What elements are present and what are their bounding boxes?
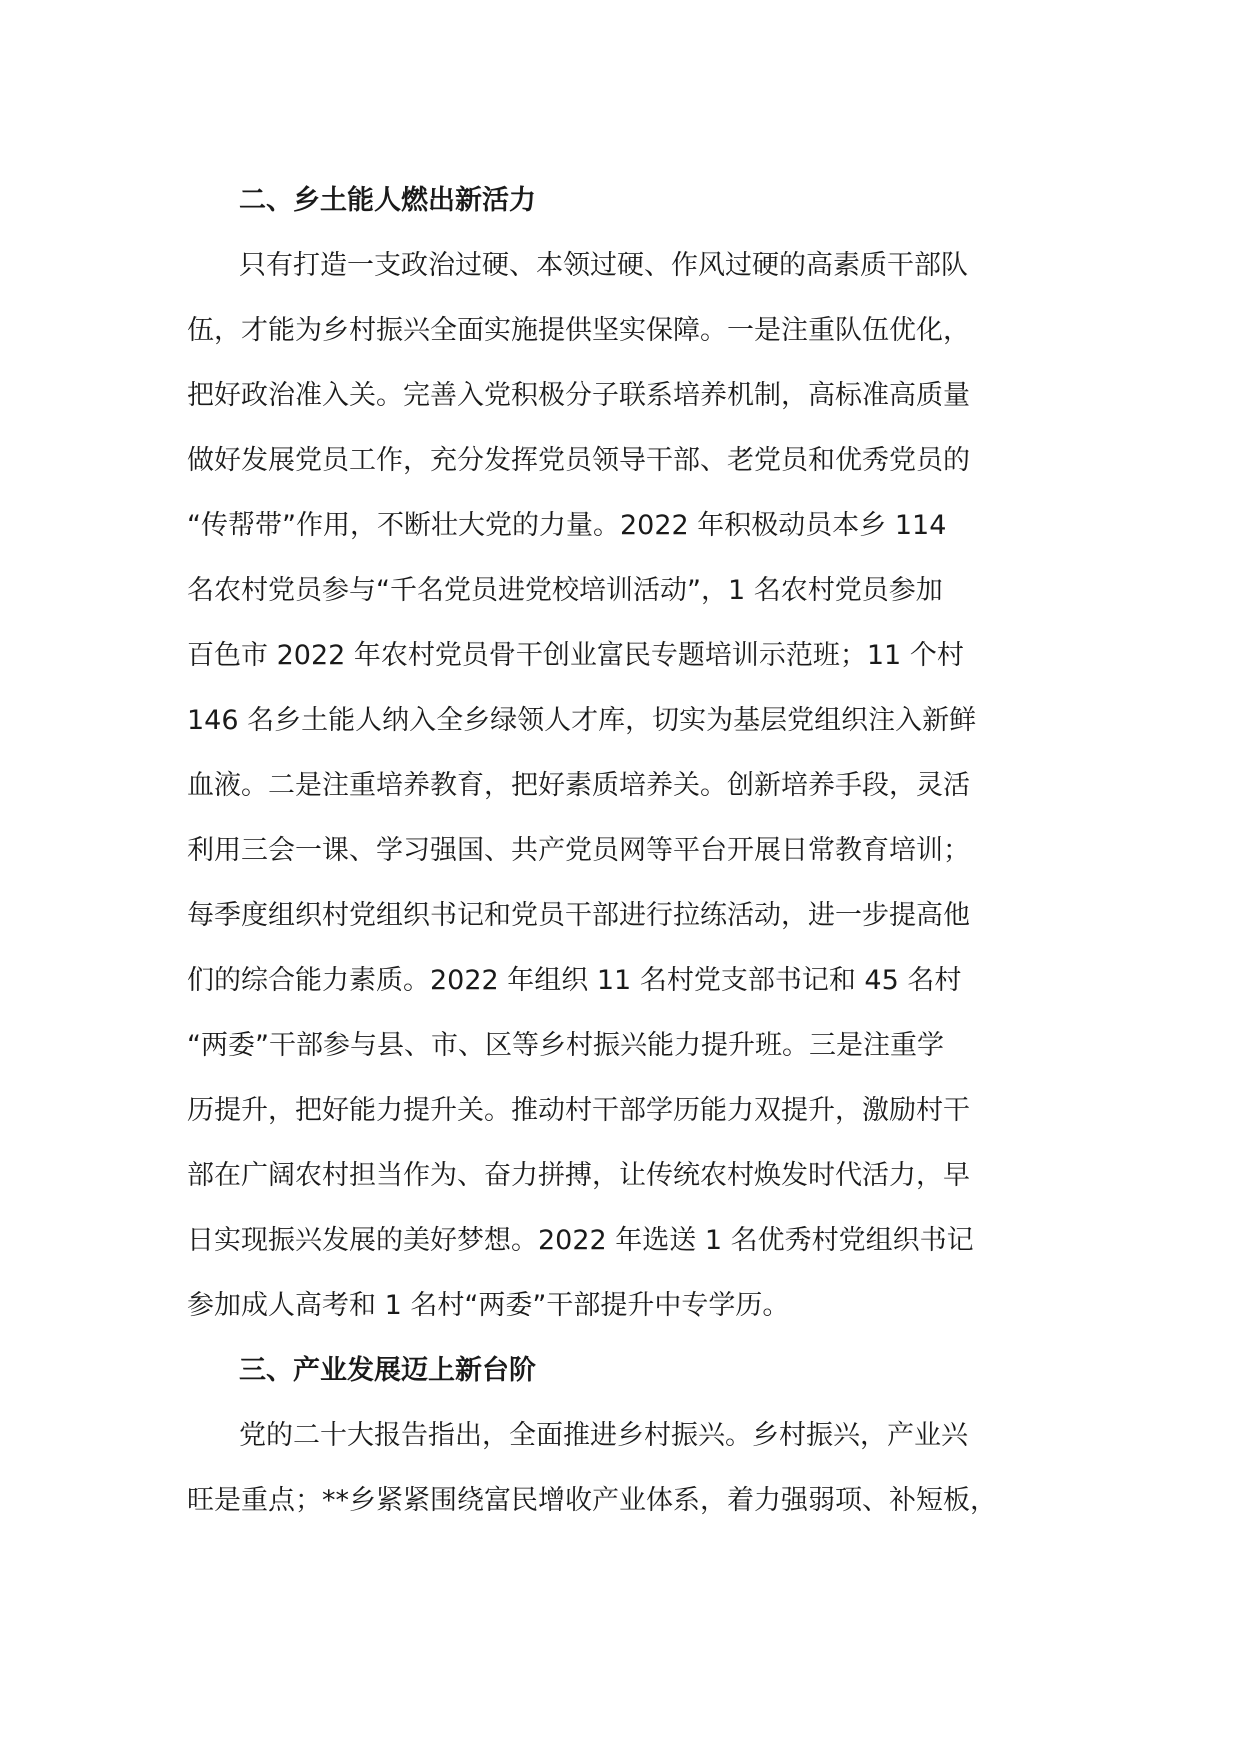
paragraph-line: 利用三会一课、学习强国、共产党员网等平台开展日常教育培训； <box>187 835 970 866</box>
paragraph-line: 血液。二是注重培养教育，把好素质培养关。创新培养手段，灵活 <box>187 770 970 801</box>
paragraph-line: 名农村党员参与“千名党员进党校培训活动”，1 名农村党员参加 <box>187 575 943 606</box>
paragraph-line: 146 名乡土能人纳入全乡绿领人才库，切实为基层党组织注入新鲜 <box>187 705 977 736</box>
paragraph-line: 做好发展党员工作，充分发挥党员领导干部、老党员和优秀党员的 <box>187 445 970 476</box>
paragraph-line: 只有打造一支政治过硬、本领过硬、作风过硬的高素质干部队 <box>239 250 968 281</box>
section-paragraph-3 <box>187 1403 1067 1533</box>
paragraph-line: 日实现振兴发展的美好梦想。2022 年选送 1 名优秀村党组织书记 <box>187 1225 974 1256</box>
section-heading-2: 二、乡土能人燃出新活力 <box>239 185 536 216</box>
paragraph-line: 历提升，把好能力提升关。推动村干部学历能力双提升，激励村干 <box>187 1095 970 1126</box>
paragraph-line: 部在广阔农村担当作为、奋力拼搏，让传统农村焕发时代活力，早 <box>187 1160 970 1191</box>
document-body <box>187 168 1067 1533</box>
paragraph-line: “传帮带”作用，不断壮大党的力量。2022 年积极动员本乡 114 <box>187 510 947 541</box>
paragraph-line: “两委”干部参与县、市、区等乡村振兴能力提升班。三是注重学 <box>187 1030 944 1061</box>
paragraph-line: 每季度组织村党组织书记和党员干部进行拉练活动，进一步提高他 <box>187 900 970 931</box>
section-heading-3: 三、产业发展迈上新台阶 <box>239 1355 536 1386</box>
section-paragraph-2 <box>187 233 1067 1338</box>
paragraph-line: 们的综合能力素质。2022 年组织 11 名村党支部书记和 45 名村 <box>187 965 962 996</box>
paragraph-line: 旺是重点；**乡紧紧围绕富民增收产业体系，着力强弱项、补短板， <box>187 1485 997 1516</box>
paragraph-line: 百色市 2022 年农村党员骨干创业富民专题培训示范班；11 个村 <box>187 640 964 671</box>
paragraph-line: 伍，才能为乡村振兴全面实施提供坚实保障。一是注重队伍优化， <box>187 315 970 346</box>
paragraph-line: 参加成人高考和 1 名村“两委”干部提升中专学历。 <box>187 1290 790 1321</box>
paragraph-line: 党的二十大报告指出，全面推进乡村振兴。乡村振兴，产业兴 <box>239 1420 968 1451</box>
paragraph-line: 把好政治准入关。完善入党积极分子联系培养机制，高标准高质量 <box>187 380 970 411</box>
